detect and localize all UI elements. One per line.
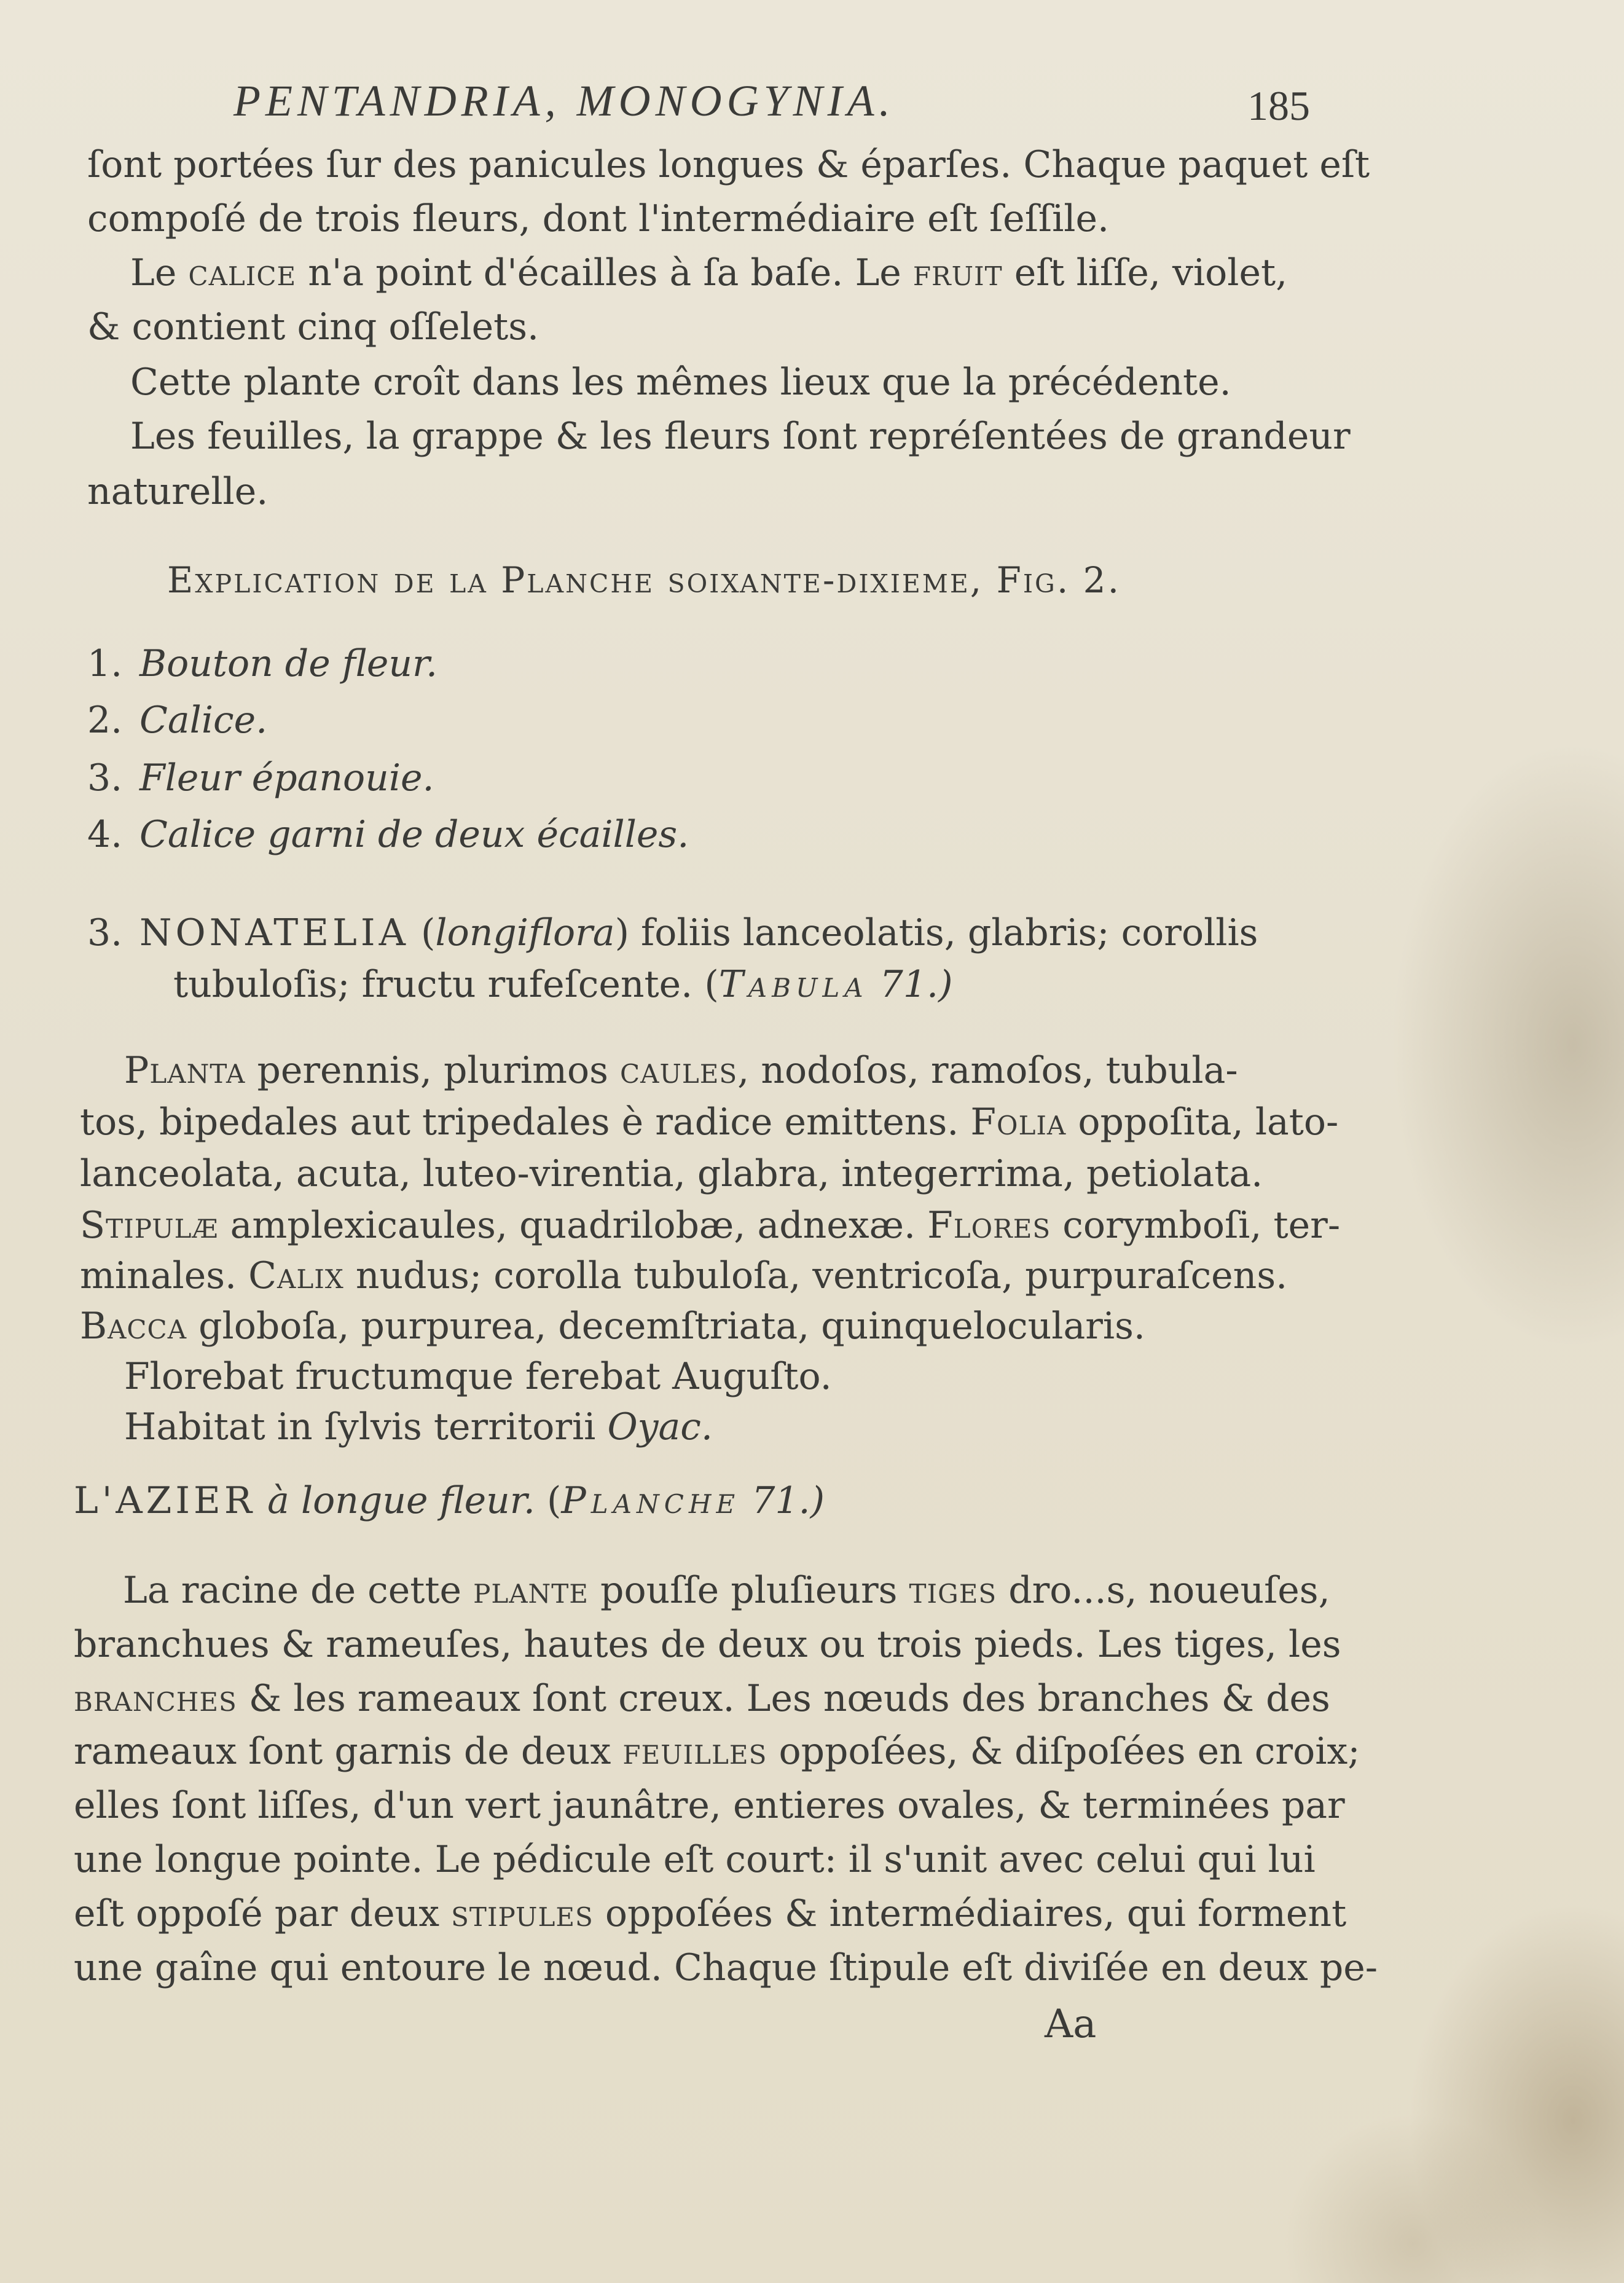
- explication-item: [87, 699, 268, 742]
- species-epithet: longiflora: [435, 911, 615, 954]
- term-flores: Flores: [927, 1204, 1051, 1247]
- text-run: & les rameaux ſont creux. Les nœuds des branches & des: [237, 1677, 1330, 1720]
- term-stipules: stipules: [451, 1892, 594, 1935]
- term-fruit: fruit: [912, 251, 1003, 294]
- text-run: corymboſi, ter-: [1051, 1204, 1341, 1247]
- text-run: tubuloſis; fructu rufeſcente. (: [173, 963, 719, 1006]
- para1-line1: ſont portées ſur des panicules longues & éparſes. Chaque paquet eſt: [87, 143, 1370, 186]
- explication-item: [87, 813, 689, 856]
- term-feuilles: feuilles: [622, 1730, 767, 1773]
- text-run: rameaux ſont garnis de deux: [74, 1730, 623, 1773]
- text-run: eſt liſſe, violet,: [1002, 251, 1288, 294]
- text-run: (: [535, 1479, 562, 1522]
- term-planta: Planta: [124, 1049, 246, 1092]
- term-calice: calice: [188, 251, 297, 294]
- item-text: Fleur épanouie.: [139, 756, 434, 800]
- latin-line4: [80, 1204, 1341, 1247]
- latin-line3: lanceolata, acuta, luteo-virentia, glabra, integerrima, petiolata.: [80, 1152, 1263, 1195]
- french-line1: [123, 1569, 1330, 1612]
- item-number: 1.: [87, 642, 123, 685]
- text-run: , nodoſos, ramoſos, tubula-: [737, 1049, 1238, 1092]
- item-text: Bouton de fleur.: [139, 642, 438, 685]
- para1-line2: compoſé de trois fleurs, dont l'intermédiaire eſt ſeſſile.: [87, 197, 1110, 240]
- text-run: nudus; corolla tubuloſa, ventricoſa, purpuraſcens.: [343, 1254, 1288, 1297]
- place-name: Oyac.: [607, 1405, 713, 1448]
- text-run: oppoſées & intermédiaires, qui forment: [593, 1892, 1347, 1935]
- text-run: eſt oppoſé par deux: [74, 1892, 452, 1935]
- french-desc: à longue fleur.: [267, 1479, 535, 1522]
- term-plante: plante: [473, 1569, 589, 1612]
- text-run: Le: [130, 251, 189, 294]
- explication-item: [87, 642, 438, 685]
- para3: Cette plante croît dans les mêmes lieux que la précédente.: [130, 361, 1231, 404]
- term-tiges: tiges: [909, 1569, 997, 1612]
- text-run: perennis, plurimos: [245, 1049, 620, 1092]
- latin-line8: [124, 1405, 713, 1448]
- text-run: 71.): [868, 963, 953, 1006]
- tabula-label: Tabula: [718, 963, 868, 1006]
- explication-item: [87, 756, 434, 800]
- french-line8: une gaîne qui entoure le nœud. Chaque ſtipule eſt diviſée en deux pe-: [74, 1946, 1378, 1989]
- french-line2: branchues & rameuſes, hautes de deux ou trois pieds. Les tiges, les: [74, 1623, 1341, 1666]
- french-line4: [74, 1730, 1360, 1773]
- para4-line2: naturelle.: [87, 470, 269, 513]
- item-number: 2.: [87, 699, 123, 742]
- species-number: 3.: [87, 911, 123, 954]
- species-line1: [87, 911, 1258, 954]
- term-branches: branches: [74, 1677, 237, 1720]
- text-run: globoſa, purpurea, decemſtriata, quinquelocularis.: [187, 1305, 1145, 1348]
- text-run: minales.: [80, 1254, 249, 1297]
- french-line3: [74, 1677, 1330, 1720]
- term-calix: Calix: [248, 1254, 344, 1297]
- latin-line2: [80, 1101, 1339, 1144]
- para4-line1: Les feuilles, la grappe & les fleurs ſont repréſentées de grandeur: [130, 415, 1351, 458]
- text-run: pouſſe pluſieurs: [588, 1569, 909, 1612]
- text-run: La racine de cette: [123, 1569, 474, 1612]
- species-genus: NONATELIA: [139, 911, 409, 954]
- french-line5: elles ſont liſſes, d'un vert jaunâtre, entieres ovales, & terminées par: [74, 1784, 1345, 1827]
- french-line6: une longue pointe. Le pédicule eſt court: il s'unit avec celui qui lui: [74, 1838, 1316, 1881]
- para2-line1: [130, 251, 1288, 294]
- latin-line1: [124, 1049, 1238, 1092]
- page-number: 185: [1247, 82, 1310, 129]
- text-run: oppoſées, & diſpoſées en croix;: [767, 1730, 1360, 1773]
- text-run: amplexicaules, quadrilobæ, adnexæ.: [218, 1204, 928, 1247]
- latin-line5: [80, 1254, 1288, 1297]
- french-line7: [74, 1892, 1347, 1935]
- term-stipulae: Stipulæ: [80, 1204, 219, 1247]
- term-caules: caules: [619, 1049, 738, 1092]
- item-number: 3.: [87, 756, 123, 800]
- text-run: (: [409, 911, 436, 954]
- item-text: Calice garni de deux écailles.: [139, 813, 689, 856]
- para2-line2: & contient cinq oſſelets.: [87, 305, 539, 348]
- item-number: 4.: [87, 813, 123, 856]
- item-text: Calice.: [139, 699, 268, 742]
- species-line2: [173, 963, 953, 1006]
- signature-mark: Aa: [1045, 2002, 1097, 2047]
- term-bacca: Bacca: [80, 1305, 187, 1348]
- text-run: ) foliis lanceolatis, glabris; corollis: [614, 911, 1258, 954]
- french-name: L'AZIER: [74, 1479, 256, 1522]
- explication-heading: Explication de la Planche soixante-dixieme, Fig. 2.: [167, 559, 1121, 601]
- latin-line7: Florebat fructumque ferebat Auguſto.: [124, 1355, 832, 1398]
- text-run: oppoſita, lato-: [1066, 1101, 1339, 1144]
- planche-label: Planche: [561, 1479, 740, 1522]
- term-folia: Folia: [970, 1101, 1067, 1144]
- text-run: n'a point d'écailles à ſa baſe. Le: [296, 251, 913, 294]
- text-run: 71.): [740, 1479, 825, 1522]
- text-run: Habitat in ſylvis territorii: [124, 1405, 608, 1448]
- text-run: tos, bipedales aut tripedales è radice emittens.: [80, 1101, 971, 1144]
- text-run: dro...s, noueuſes,: [997, 1569, 1330, 1612]
- running-header: PENTANDRIA, MONOGYNIA.: [233, 76, 895, 125]
- french-title: [74, 1479, 825, 1522]
- latin-line6: [80, 1305, 1145, 1348]
- text-run: [256, 1479, 267, 1522]
